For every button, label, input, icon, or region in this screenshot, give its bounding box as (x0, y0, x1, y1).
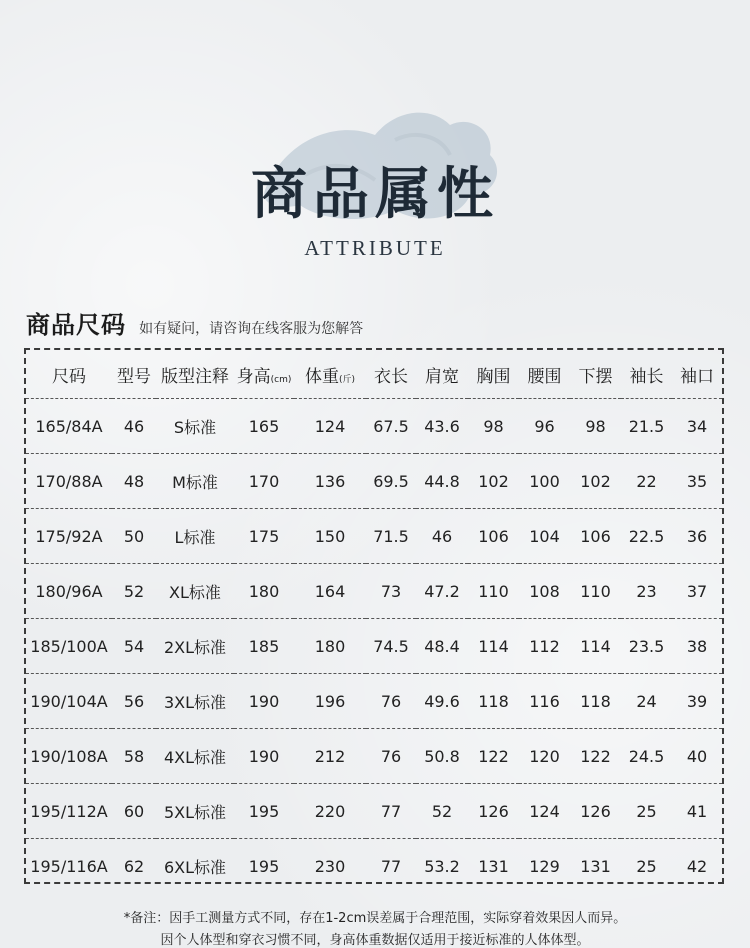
table-cell: 190/108A (26, 729, 112, 784)
size-table (26, 350, 722, 893)
table-cell: 122 (570, 729, 621, 784)
table-cell: 104 (519, 509, 570, 564)
table-cell: 77 (366, 784, 416, 839)
column-header-label: 袖长 (629, 366, 664, 387)
table-cell: 24 (621, 674, 672, 729)
table-cell: 74.5 (366, 619, 416, 674)
page-subtitle: ATTRIBUTE (304, 236, 446, 260)
table-cell: 110 (468, 564, 519, 619)
column-header-label: 腰围 (527, 366, 562, 387)
table-cell: 102 (570, 454, 621, 509)
table-cell: 49.6 (416, 674, 468, 729)
table-cell: 41 (672, 784, 722, 839)
section-note: 如有疑问，请咨询在线客服为您解答 (139, 321, 364, 337)
table-cell: 22 (621, 454, 672, 509)
table-cell: 36 (672, 509, 722, 564)
footnote-line-1: *备注：因手工测量方式不同，存在1-2cm误差属于合理范围，实际穿着效果因人而异。 (123, 911, 627, 926)
column-header-label: 胸围 (476, 366, 511, 387)
column-header-label: 版型注释 (161, 366, 229, 387)
table-cell: 23.5 (621, 619, 672, 674)
table-cell: 175/92A (26, 509, 112, 564)
table-cell: 150 (294, 509, 366, 564)
column-header-unit: (斤) (338, 374, 356, 385)
table-cell: 108 (519, 564, 570, 619)
table-cell: 35 (672, 454, 722, 509)
size-section-header (26, 305, 363, 340)
table-cell: 190/104A (26, 674, 112, 729)
table-cell: 118 (468, 674, 519, 729)
table-cell: 114 (468, 619, 519, 674)
table-cell: 4XL标准 (156, 729, 234, 784)
table-cell: 126 (468, 784, 519, 839)
table-cell: 106 (570, 509, 621, 564)
footnote-line-2: 因个人体型和穿衣习惯不同，身高体重数据仅适用于接近标准的人体体型。 (160, 933, 590, 948)
column-header-label: 尺码 (52, 366, 86, 387)
column-header (234, 350, 294, 399)
table-cell: 60 (112, 784, 156, 839)
table-cell: 48.4 (416, 619, 468, 674)
table-cell: 165/84A (26, 399, 112, 454)
table-cell: 67.5 (366, 399, 416, 454)
table-cell: 180/96A (26, 564, 112, 619)
table-cell: 190 (234, 729, 294, 784)
table-cell: 100 (519, 454, 570, 509)
table-cell: 220 (294, 784, 366, 839)
table-cell: 62 (112, 839, 156, 894)
table-row (26, 509, 722, 564)
table-cell: 180 (234, 564, 294, 619)
table-cell: 56 (112, 674, 156, 729)
table-cell: 136 (294, 454, 366, 509)
table-cell: 76 (366, 674, 416, 729)
section-title: 商品尺码 (26, 311, 126, 339)
table-cell: 46 (416, 509, 468, 564)
table-cell: 170/88A (26, 454, 112, 509)
table-cell: 69.5 (366, 454, 416, 509)
column-header (621, 350, 672, 399)
table-header-row (26, 350, 722, 399)
table-row (26, 784, 722, 839)
table-cell: 165 (234, 399, 294, 454)
table-cell: 39 (672, 674, 722, 729)
table-cell: 6XL标准 (156, 839, 234, 894)
column-header-unit: (cm) (270, 374, 292, 385)
table-cell: 58 (112, 729, 156, 784)
table-cell: 114 (570, 619, 621, 674)
table-cell: 106 (468, 509, 519, 564)
table-cell: 195/112A (26, 784, 112, 839)
table-cell: 230 (294, 839, 366, 894)
table-cell: 48 (112, 454, 156, 509)
table-cell: 212 (294, 729, 366, 784)
table-cell: 164 (294, 564, 366, 619)
table-cell: 47.2 (416, 564, 468, 619)
size-table-container (24, 348, 724, 884)
table-cell: 21.5 (621, 399, 672, 454)
column-header-label: 肩宽 (425, 366, 459, 387)
table-cell: 40 (672, 729, 722, 784)
table-cell: 46 (112, 399, 156, 454)
column-header-label: 袖口 (680, 366, 714, 387)
table-cell: 195 (234, 839, 294, 894)
column-header (112, 350, 156, 399)
table-cell: 24.5 (621, 729, 672, 784)
table-cell: 196 (294, 674, 366, 729)
table-body (26, 399, 722, 894)
table-cell: 44.8 (416, 454, 468, 509)
table-row (26, 619, 722, 674)
table-cell: 38 (672, 619, 722, 674)
table-cell: 53.2 (416, 839, 468, 894)
column-header-label: 衣长 (374, 366, 408, 387)
table-cell: 42 (672, 839, 722, 894)
table-cell: 96 (519, 399, 570, 454)
table-cell: 3XL标准 (156, 674, 234, 729)
table-cell: XL标准 (156, 564, 234, 619)
table-cell: 126 (570, 784, 621, 839)
table-cell: 43.6 (416, 399, 468, 454)
table-cell: 170 (234, 454, 294, 509)
table-cell: 124 (294, 399, 366, 454)
table-row (26, 674, 722, 729)
column-header-label: 下摆 (578, 366, 613, 387)
column-header-label: 型号 (117, 366, 151, 387)
column-header (294, 350, 366, 399)
column-header (672, 350, 722, 399)
table-cell: 102 (468, 454, 519, 509)
table-cell: 110 (570, 564, 621, 619)
table-cell: 37 (672, 564, 722, 619)
column-header-label: 体重 (304, 366, 339, 387)
table-cell: 180 (294, 619, 366, 674)
table-cell: 23 (621, 564, 672, 619)
table-cell: 175 (234, 509, 294, 564)
table-cell: M标准 (156, 454, 234, 509)
table-cell: 2XL标准 (156, 619, 234, 674)
table-row (26, 454, 722, 509)
table-cell: 50.8 (416, 729, 468, 784)
column-header (26, 350, 112, 399)
table-cell: 76 (366, 729, 416, 784)
table-cell: 73 (366, 564, 416, 619)
table-cell: 185/100A (26, 619, 112, 674)
table-cell: 190 (234, 674, 294, 729)
column-header (570, 350, 621, 399)
table-cell: 5XL标准 (156, 784, 234, 839)
table-cell: 34 (672, 399, 722, 454)
table-cell: S标准 (156, 399, 234, 454)
table-cell: 52 (112, 564, 156, 619)
table-cell: 25 (621, 784, 672, 839)
table-cell: 124 (519, 784, 570, 839)
table-row (26, 564, 722, 619)
column-header (366, 350, 416, 399)
column-header (468, 350, 519, 399)
table-row (26, 839, 722, 894)
table-cell: 112 (519, 619, 570, 674)
table-cell: 122 (468, 729, 519, 784)
table-cell: 22.5 (621, 509, 672, 564)
table-cell: 131 (468, 839, 519, 894)
table-cell: 52 (416, 784, 468, 839)
table-cell: 25 (621, 839, 672, 894)
table-cell: L标准 (156, 509, 234, 564)
page-title: 商品属性 (251, 161, 499, 227)
table-cell: 118 (570, 674, 621, 729)
hero-header (0, 0, 750, 290)
table-cell: 129 (519, 839, 570, 894)
table-cell: 195/116A (26, 839, 112, 894)
table-cell: 54 (112, 619, 156, 674)
table-row (26, 399, 722, 454)
table-cell: 185 (234, 619, 294, 674)
table-row (26, 729, 722, 784)
table-cell: 77 (366, 839, 416, 894)
table-cell: 98 (570, 399, 621, 454)
table-cell: 120 (519, 729, 570, 784)
table-cell: 131 (570, 839, 621, 894)
column-header-label: 身高 (236, 366, 271, 387)
table-cell: 71.5 (366, 509, 416, 564)
table-cell: 50 (112, 509, 156, 564)
table-cell: 98 (468, 399, 519, 454)
column-header (519, 350, 570, 399)
table-cell: 195 (234, 784, 294, 839)
column-header (156, 350, 234, 399)
table-cell: 116 (519, 674, 570, 729)
column-header (416, 350, 468, 399)
